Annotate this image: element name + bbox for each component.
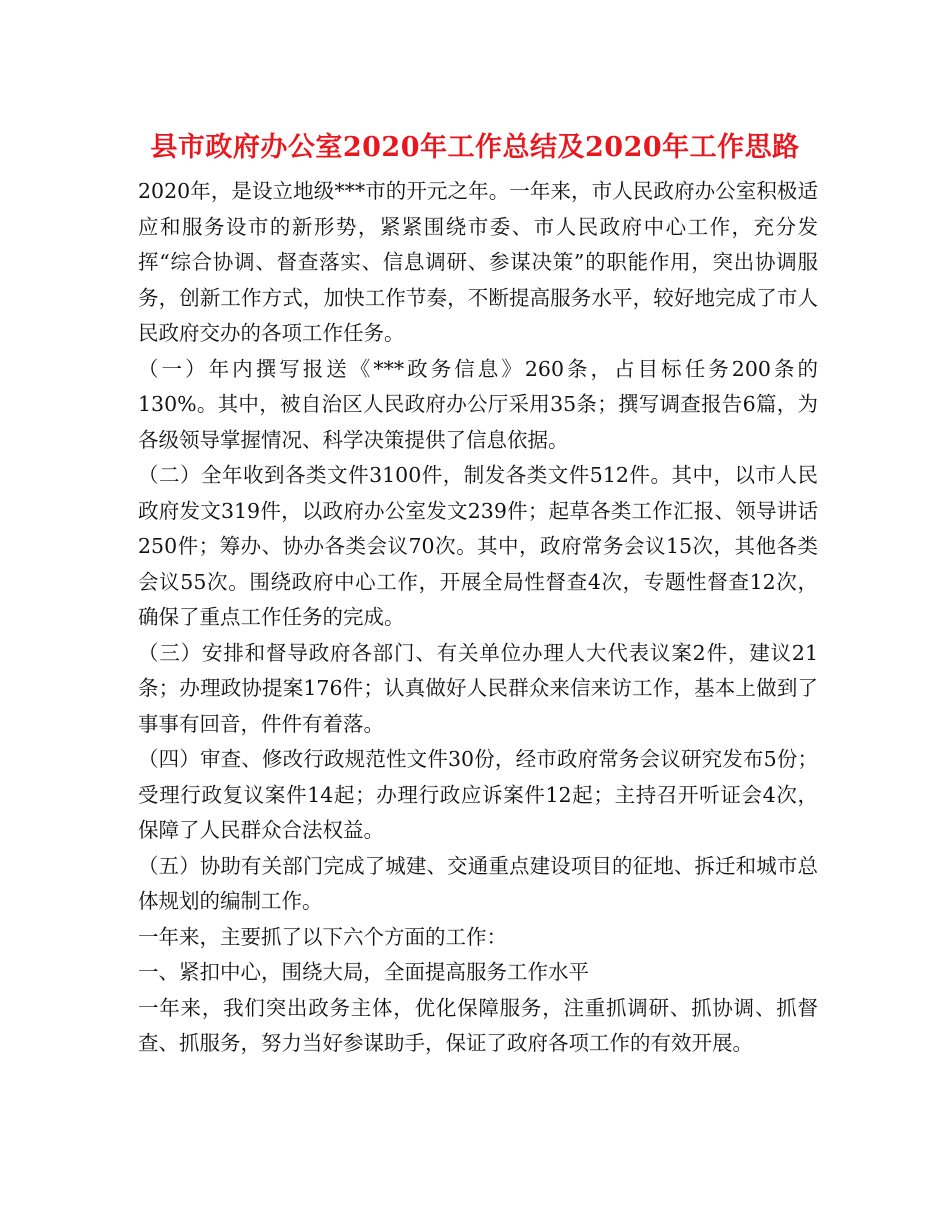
paragraph-summary: 一年来，主要抓了以下六个方面的工作： <box>138 924 507 949</box>
paragraph-item-2: （二）全年收到各类文件3100件，制发各类文件512件。其中，以市人民政府发文319件，以政府办公室发文239件；起草各类工作汇报、领导讲话250件；筹办、协办各类会议70次。其中，政府常务会议15次，其他各类会议55次。围绕政府中心工作，开展全局性督查4次，专题性督查12次，确保了重点工作任务的完成。 <box>138 463 818 629</box>
paragraph-item-1: （一）年内撰写报送《***政务信息》260条，占目标任务200条的130%。其中，被自治区人民政府办公厅采用35条；撰写调查报告6篇，为各级领导掌握情况、科学决策提供了信息依据。 <box>138 356 818 452</box>
paragraph-section-1: 一年来，我们突出政务主体，优化保障服务，注重抓调研、抓协调、抓督查、抓服务，努力当好参谋助手，保证了政府各项工作的有效开展。 <box>138 995 818 1055</box>
paragraph-item-3: （三）安排和督导政府各部门、有关单位办理人大代表议案2件，建议21条；办理政协提案176件；认真做好人民群众来信来访工作，基本上做到了事事有回音，件件有着落。 <box>138 640 818 736</box>
section-heading-1: 一、紧扣中心，围绕大局，全面提高服务工作水平 <box>138 960 589 984</box>
paragraph-intro: 2020年，是设立地级***市的开元之年。一年来，市人民政府办公室积极适应和服务设市的新形势，紧紧围绕市委、市人民政府中心工作，充分发挥“综合协调、督查落实、信息调研、参谋决策”的职能作用，突出协调服务，创新工作方式，加快工作节奏，不断提高服务水平，较好地完成了市人民政府交办的各项工作任务。 <box>138 179 818 345</box>
document-body <box>138 174 818 1062</box>
paragraph-item-4: （四）审查、修改行政规范性文件30份，经市政府常务会议研究发布5份；受理行政复议案件14起；办理行政应诉案件12起；主持召开听证会4次，保障了人民群众合法权益。 <box>138 747 818 842</box>
paragraph-item-5: （五）协助有关部门完成了城建、交通重点建设项目的征地、拆迁和城市总体规划的编制工作。 <box>138 853 818 913</box>
document-title: 县市政府办公室2020年工作总结及2020年工作思路 <box>150 132 800 163</box>
